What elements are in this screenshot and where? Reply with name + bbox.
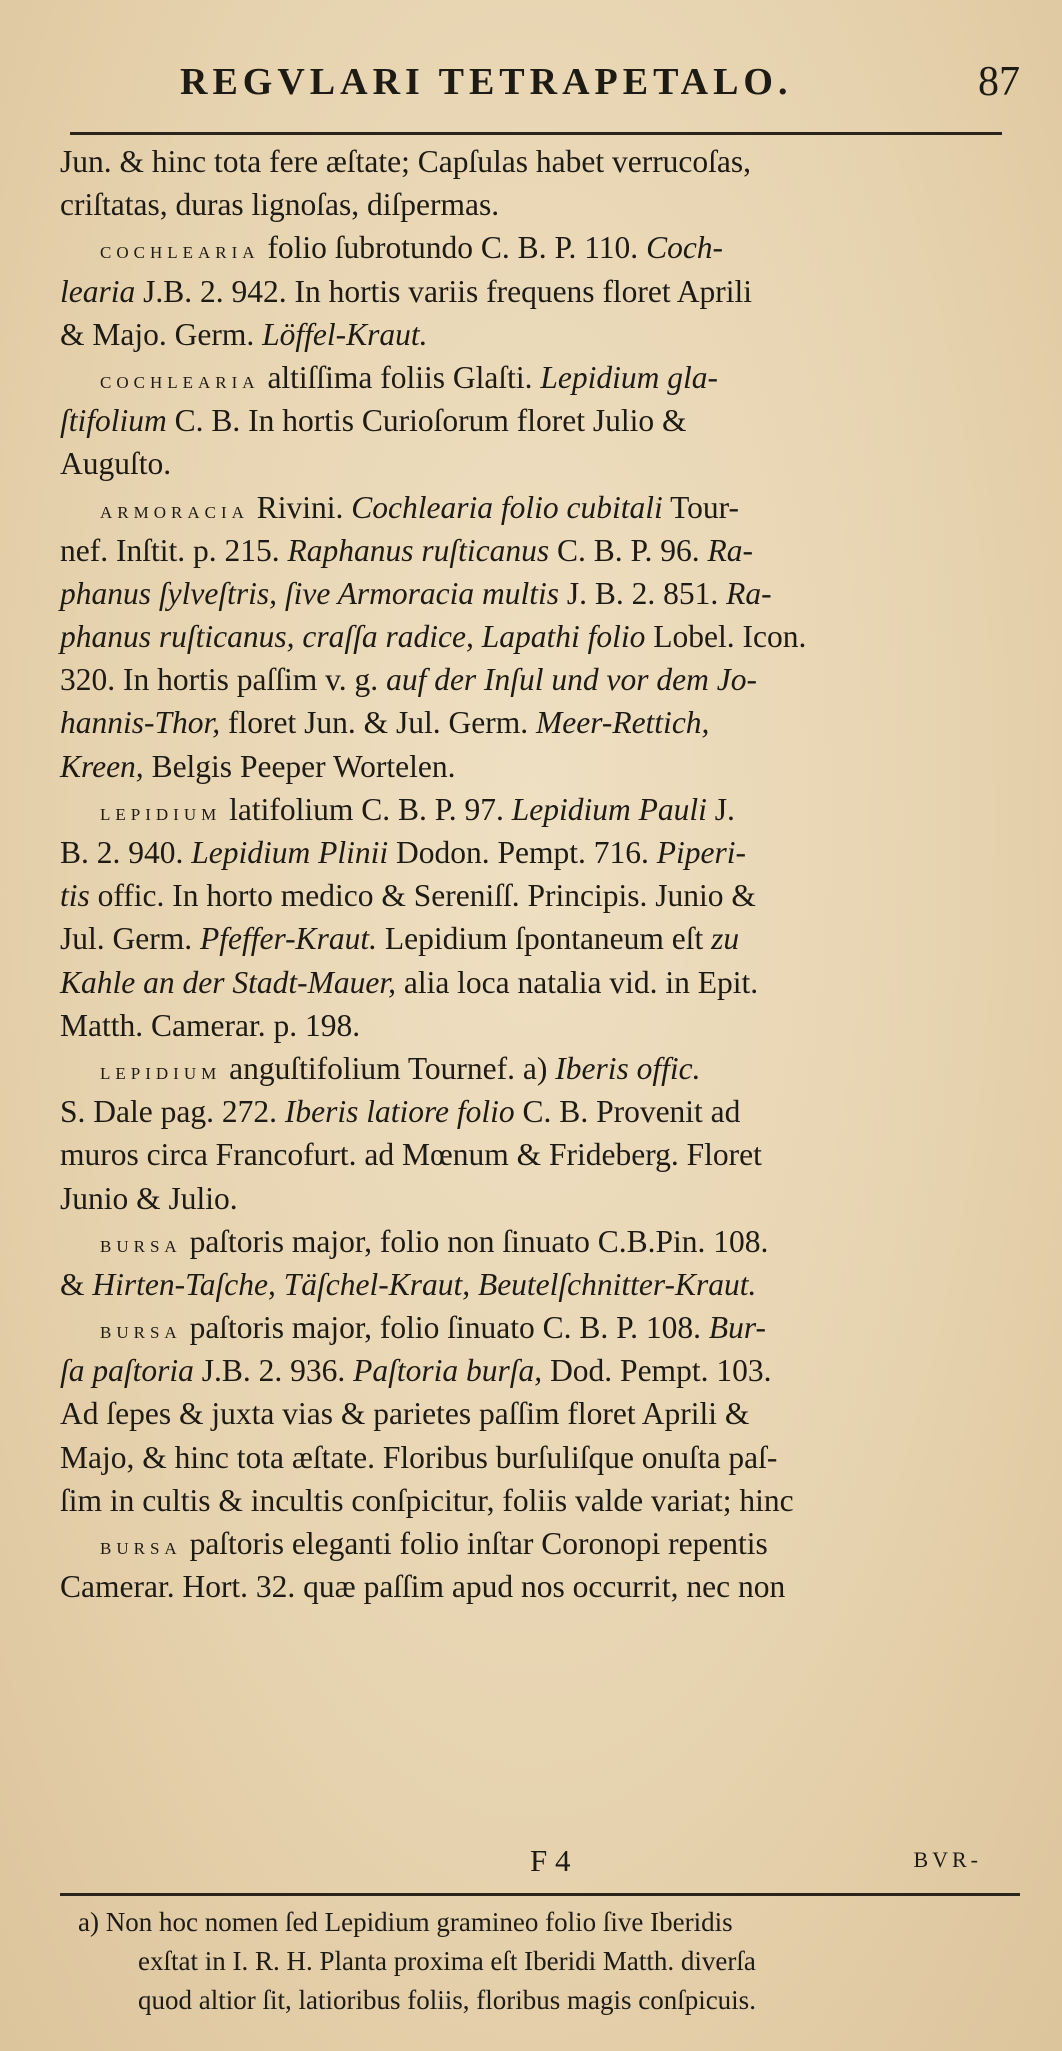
text-line: ſtifolium C. B. In hortis Curioſorum floret Julio & xyxy=(60,403,687,439)
text-line: criſtatas, duras lignoſas, diſpermas. xyxy=(60,187,500,223)
entry-lepidium-latifolium: lepidium latifolium C. B. P. 97. Lepidium Pauli J. xyxy=(100,791,735,827)
text-line: Junio & Julio. xyxy=(60,1180,238,1216)
text-line: ſa paſtoria J.B. 2. 936. Paſtoria burſa, Dod. Pempt. 103. xyxy=(60,1353,772,1389)
text-line: learia J.B. 2. 942. In hortis variis frequens floret Aprili xyxy=(60,273,753,309)
page-header xyxy=(0,58,1062,118)
header-rule xyxy=(70,132,1002,135)
text-line: Ad ſepes & juxta vias & parietes paſſim floret Aprili & xyxy=(60,1396,750,1432)
entry-bursa-1: bursa paſtoris major, folio non ſinuato C.B.Pin. 108. xyxy=(100,1223,769,1259)
entry-heading: cochlearia xyxy=(100,238,260,265)
main-text xyxy=(60,140,1020,1608)
entry-heading: lepidium xyxy=(100,799,222,826)
entry-cochlearia-1: cochlearia folio ſubrotundo C. B. P. 110. Coch- xyxy=(100,230,724,266)
text-line: Auguſto. xyxy=(60,446,172,482)
text-line: Jul. Germ. Pfeffer-Kraut. Lepidium ſpontaneum eſt zu xyxy=(60,921,740,957)
footnote-line: a) Non hoc nomen ſed Lepidium gramineo folio ſive Iberidis xyxy=(78,1907,733,1937)
text-line: Kahle an der Stadt-Mauer, alia loca natalia vid. in Epit. xyxy=(60,964,759,1000)
entry-heading: cochlearia xyxy=(100,367,260,394)
text-line: S. Dale pag. 272. Iberis latiore folio C. B. Provenit ad xyxy=(60,1094,741,1130)
entry-heading: bursa xyxy=(100,1534,182,1560)
footnote-rule xyxy=(60,1893,1020,1896)
text-line: tis offic. In horto medico & Sereniſſ. Principis. Junio & xyxy=(60,878,756,914)
text-line: & Majo. Germ. Löffel-Kraut. xyxy=(60,316,428,352)
text-line: Kreen, Belgis Peeper Wortelen. xyxy=(60,748,456,784)
entry-lepidium-angustifolium: lepidium anguſtifolium Tournef. a) Iberis offic. xyxy=(100,1050,701,1086)
text-line: hannis-Thor, floret Jun. & Jul. Germ. Meer-Rettich, xyxy=(60,705,710,741)
running-title: REGVLARI TETRAPETALO. xyxy=(180,61,793,103)
entry-cochlearia-2: cochlearia altiſſima foliis Glaſti. Lepidium gla- xyxy=(100,359,719,395)
footnote-line: quod altior ſit, latioribus foliis, floribus magis conſpicuis. xyxy=(138,1985,756,2015)
text-line: phanus ruſticanus, craſſa radice, Lapathi folio Lobel. Icon. xyxy=(60,619,807,655)
text-line: Jun. & hinc tota fere æſtate; Capſulas habet verrucoſas, xyxy=(60,144,752,179)
text-line: nef. Inſtit. p. 215. Raphanus ruſticanus C. B. P. 96. Ra- xyxy=(60,532,754,568)
page-number: 87 xyxy=(978,59,1020,105)
entry-bursa-3: bursa paſtoris eleganti folio inſtar Coronopi repentis xyxy=(100,1526,768,1561)
entry-bursa-2: bursa paſtoris major, folio ſinuato C. B. P. 108. Bur- xyxy=(100,1310,767,1346)
entry-heading: lepidium xyxy=(100,1058,222,1085)
text-line: muros circa Francofurt. ad Mœnum & Frideberg. Floret xyxy=(60,1137,762,1173)
text-line: Majo, & hinc tota æſtate. Floribus burſuliſque onuſta paſ- xyxy=(60,1439,778,1475)
entry-heading: bursa xyxy=(100,1318,182,1345)
footnote-line: exſtat in I. R. H. Planta proxima eſt Iberidi Matth. diverſa xyxy=(138,1946,756,1976)
text-line: phanus ſylveſtris, ſive Armoracia multis J. B. 2. 851. Ra- xyxy=(60,575,772,611)
text-line: Camerar. Hort. 32. quæ paſſim apud nos occurrit, nec non xyxy=(60,1569,786,1605)
catchword: BVR- xyxy=(913,1847,982,1872)
text-line: B. 2. 940. Lepidium Plinii Dodon. Pempt. 716. Piperi- xyxy=(60,835,747,870)
signature-mark: F 4 xyxy=(530,1843,571,1878)
catch-line xyxy=(60,1843,1020,1887)
text-line: Matth. Camerar. p. 198. xyxy=(60,1007,361,1043)
footnote xyxy=(78,1903,1028,2020)
entry-heading: bursa xyxy=(100,1231,182,1258)
text-line: & Hirten-Taſche, Täſchel-Kraut, Beutelſchnitter-Kraut. xyxy=(60,1266,757,1302)
text-line: 320. In hortis paſſim v. g. auf der Inſul und vor dem Jo- xyxy=(60,662,757,698)
entry-heading: armoracia xyxy=(100,497,249,524)
entry-armoracia: armoracia Rivini. Cochlearia folio cubitali Tour- xyxy=(100,489,739,525)
text-line: ſim in cultis & incultis conſpicitur, foliis valde variat; hinc xyxy=(60,1482,794,1518)
